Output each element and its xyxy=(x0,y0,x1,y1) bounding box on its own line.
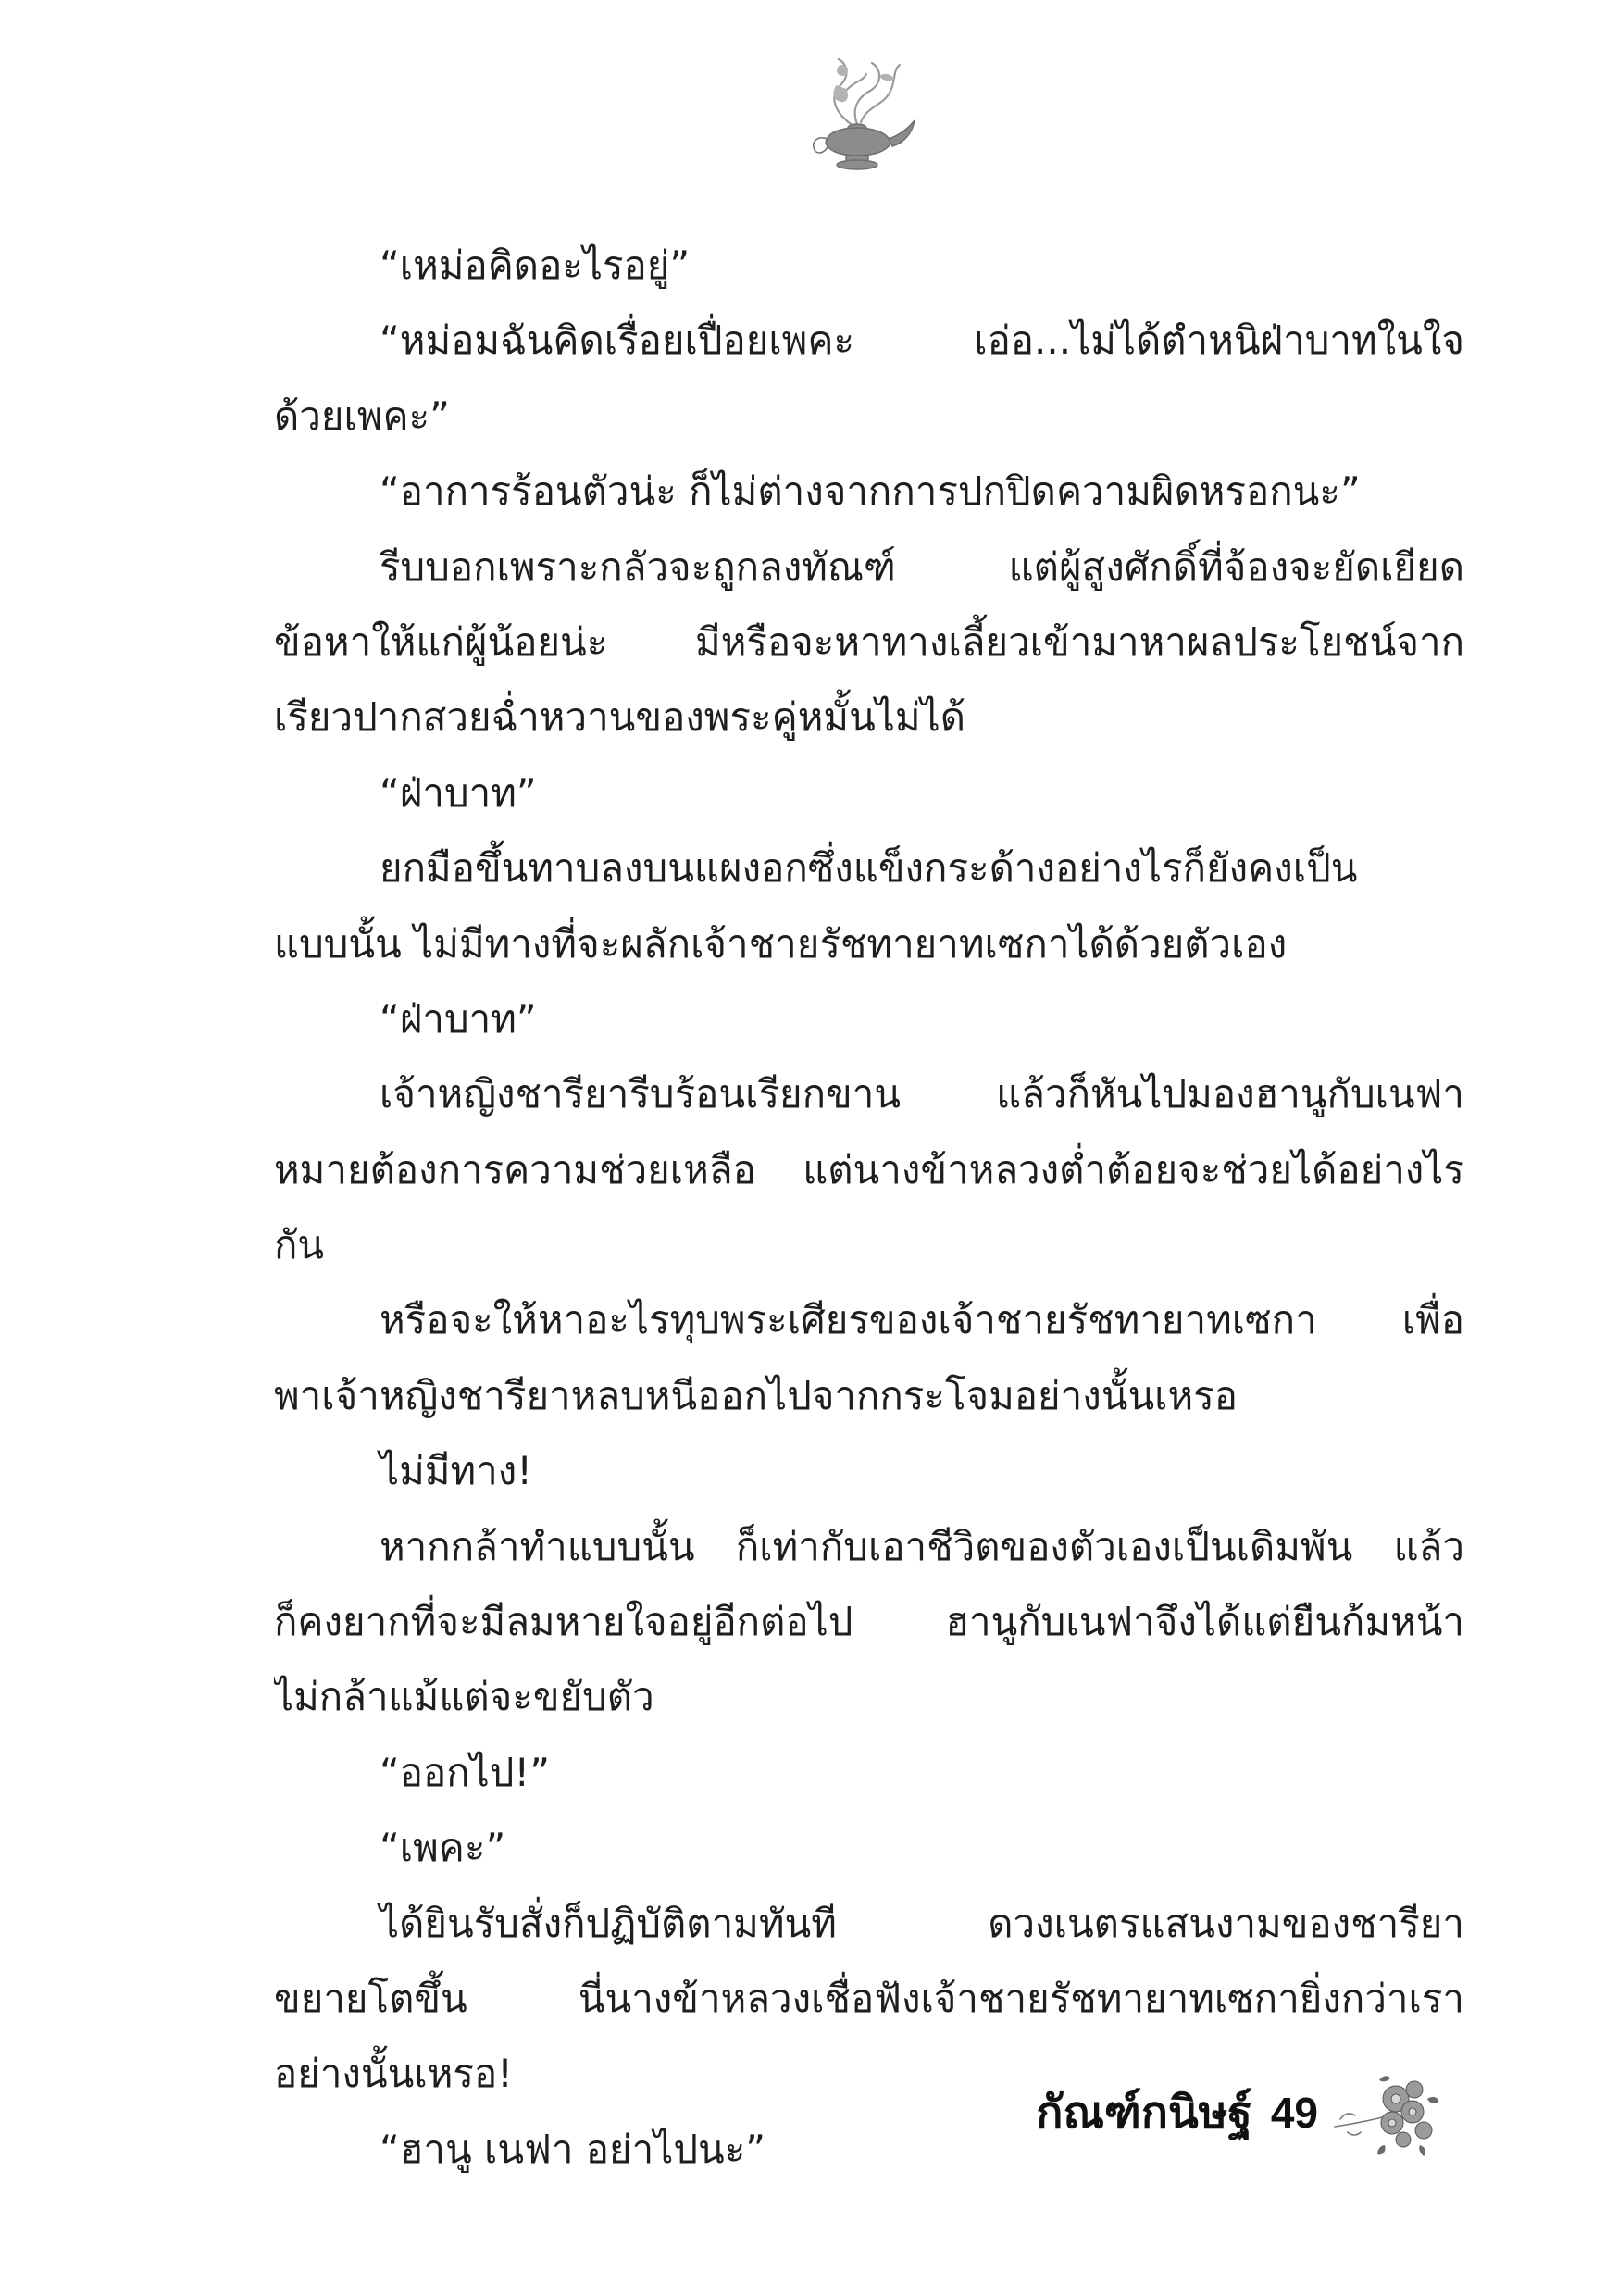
floral-ornament-icon xyxy=(1331,2062,1442,2164)
chapter-body-text xyxy=(274,228,1464,2187)
running-title: กัณฑ์กนิษฐ์ xyxy=(1036,2087,1252,2139)
text-line: ขยายโตขึ้น นี่นางข้าหลวงเชื่อฟังเจ้าชายรัชทายาทเซกายิ่งกว่าเรา xyxy=(274,1975,1464,2021)
text-line: ได้ยินรับสั่งก็ปฏิบัติตามทันที ดวงเนตรแสนงามของชารียา xyxy=(380,1900,1464,1946)
genie-lamp-icon xyxy=(800,54,918,176)
text-line: “ออกไป!” xyxy=(380,1749,551,1795)
text-line: “เพคะ” xyxy=(380,1825,506,1871)
text-line: แบบนั้น ไม่มีทางที่จะผลักเจ้าชายรัชทายาทเซกาได้ด้วยตัวเอง xyxy=(274,920,1288,967)
text-line: “อาการร้อนตัวน่ะ ก็ไม่ต่างจากการปกปิดความผิดหรอกนะ” xyxy=(380,468,1361,515)
page-number: 49 xyxy=(1270,2089,1318,2137)
text-line: “ฮานู เนฟา อย่าไปนะ” xyxy=(380,2126,766,2172)
text-line: “ฝ่าบาท” xyxy=(380,769,537,816)
text-line: รีบบอกเพราะกลัวจะถูกลงทัณฑ์ แต่ผู้สูงศักดิ์ที่จ้องจะยัดเยียด xyxy=(380,543,1464,590)
text-line: หรือจะให้หาอะไรทุบพระเศียรของเจ้าชายรัชทายาทเซกา เพื่อ xyxy=(380,1297,1464,1343)
text-line: “เหม่อคิดอะไรอยู่” xyxy=(380,243,691,288)
text-line: หมายต้องการความช่วยเหลือ แต่นางข้าหลวงต่ำต้อยจะช่วยได้อย่างไร xyxy=(274,1146,1464,1192)
text-line: ไม่มีทาง! xyxy=(380,1448,533,1494)
text-line: เรียวปากสวยฉ่ำหวานของพระคู่หมั้นไม่ได้ xyxy=(274,694,965,741)
text-line: กัน xyxy=(274,1222,325,1268)
text-line: ข้อหาให้แก่ผู้น้อยน่ะ มีหรือจะหาทางเลี้ยวเข้ามาหาผลประโยชน์จาก xyxy=(274,618,1464,665)
text-line: ก็คงยากที่จะมีลมหายใจอยู่อีกต่อไป ฮานูกับเนฟาจึงได้แต่ยืนก้มหน้า xyxy=(274,1599,1464,1645)
text-line: อย่างนั้นเหรอ! xyxy=(274,2051,514,2097)
page-footer xyxy=(1036,2057,1442,2168)
text-line: พาเจ้าหญิงชารียาหลบหนีออกไปจากกระโจมอย่างนั้นเหรอ xyxy=(274,1372,1238,1418)
text-line: ไม่กล้าแม้แต่จะขยับตัว xyxy=(274,1674,654,1720)
text-line: “หม่อมฉันคิดเรื่อยเปื่อยเพคะ เอ่อ...ไม่ได้ตำหนิฝ่าบาทในใจ xyxy=(380,318,1464,364)
text-line: “ฝ่าบาท” xyxy=(380,995,537,1042)
text-line: เจ้าหญิงชารียารีบร้อนเรียกขาน แล้วก็หันไปมองฮานูกับเนฟา xyxy=(380,1071,1464,1117)
text-line: ด้วยเพคะ” xyxy=(274,393,450,439)
text-line: ยกมือขึ้นทาบลงบนแผงอกซึ่งแข็งกระด้างอย่างไรก็ยังคงเป็น xyxy=(380,845,1358,892)
text-line: หากกล้าทำแบบนั้น ก็เท่ากับเอาชีวิตของตัวเองเป็นเดิมพัน แล้ว xyxy=(380,1523,1464,1569)
